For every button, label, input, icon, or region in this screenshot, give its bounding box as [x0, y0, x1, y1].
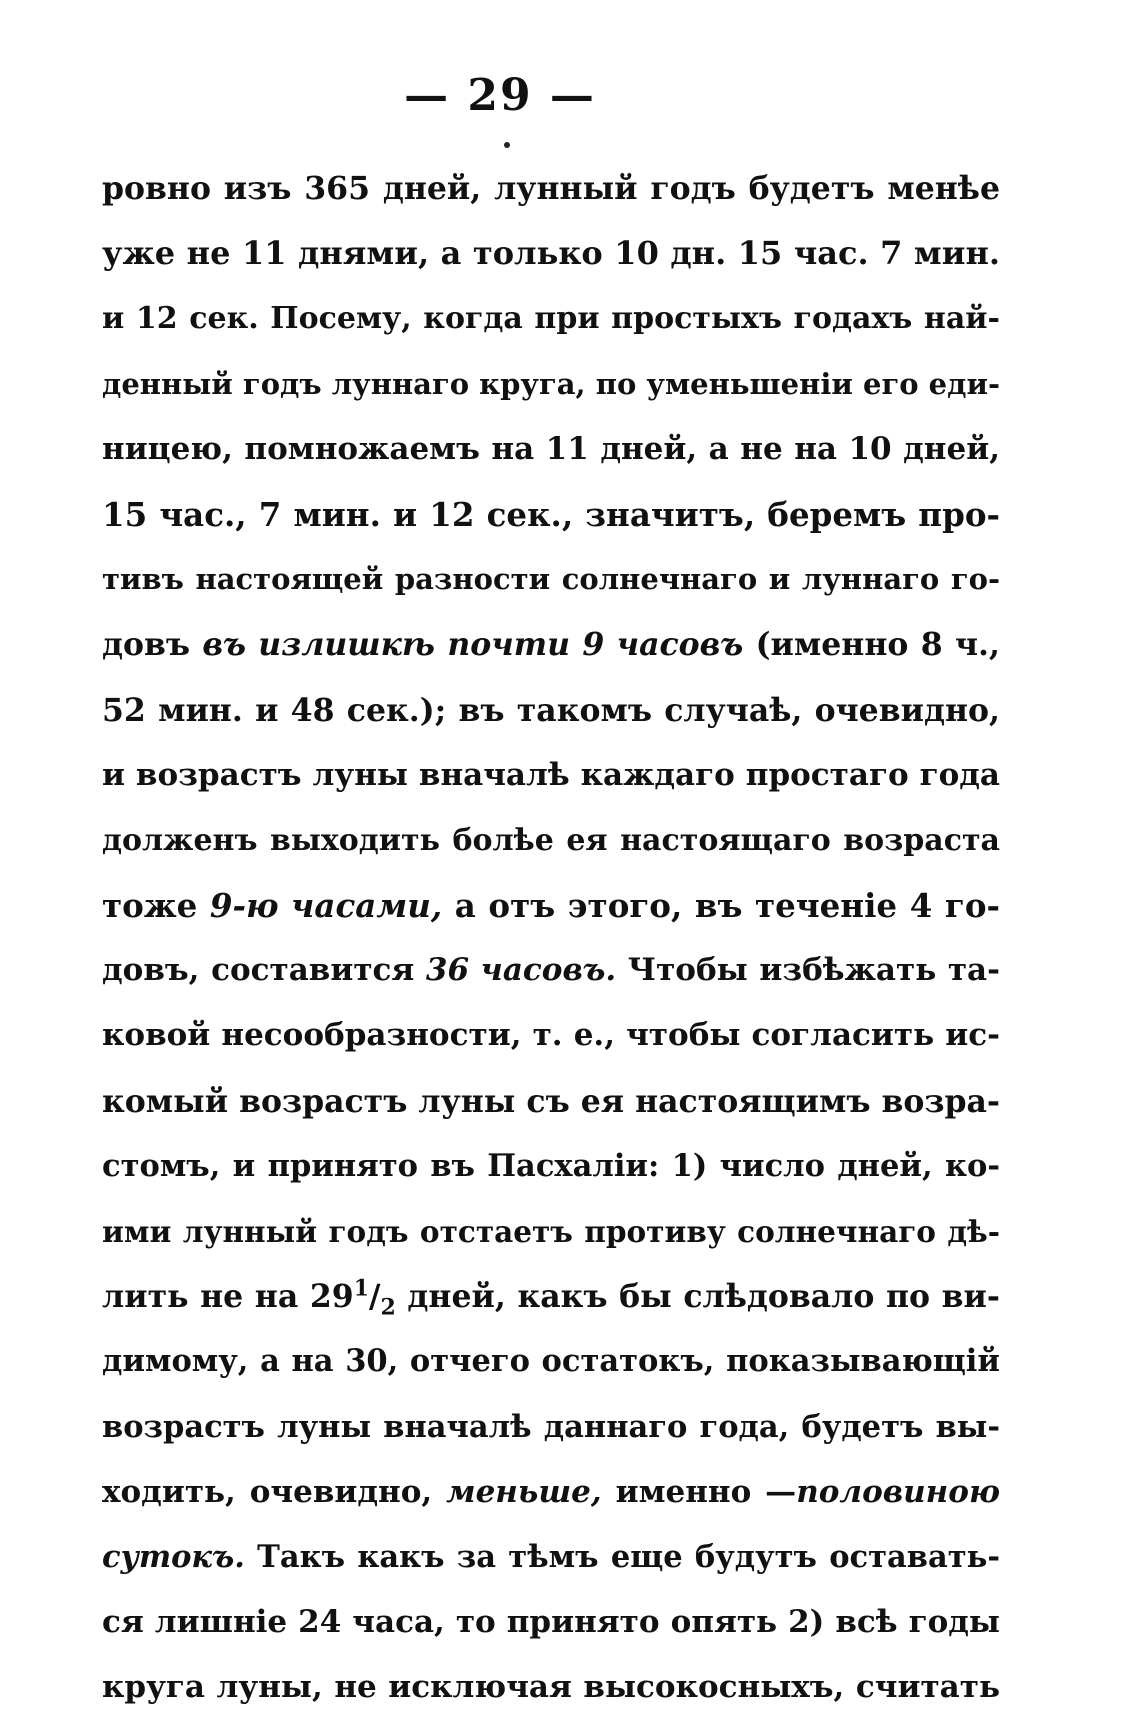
text-line: тивъ настоящей разности солнечнаго и луннаго го-	[102, 562, 1000, 597]
text-line: 52 мин. и 48 сек.); въ такомъ случаѣ, очевидно,	[102, 691, 1000, 729]
text-span: довъ, составится	[102, 952, 426, 989]
text-span: дней, какъ бы слѣдовало по ви-	[395, 1278, 1000, 1316]
text-line	[102, 938, 1000, 1003]
text-span: Чтобы избѣжать та-	[616, 952, 1000, 989]
text-line	[102, 873, 1000, 938]
text-line: круга луны, не исключая высокосныхъ, считать	[102, 1669, 1000, 1706]
text-span: именно —	[601, 1473, 797, 1510]
text-line: ся лишніе 24 часа, то принято опять 2) всѣ годы	[102, 1604, 1000, 1641]
page-number: — 29 —	[404, 70, 596, 121]
fraction-numerator: 1	[353, 1275, 369, 1302]
italic-span: сутокъ.	[102, 1538, 245, 1575]
text-line	[102, 612, 1000, 677]
text-line: долженъ выходить болѣе ея настоящаго возраста	[102, 822, 1000, 858]
ink-dot	[504, 142, 510, 148]
text-line: ими лунный годъ отстаетъ противу солнечнаго дѣ-	[102, 1214, 1000, 1249]
text-span: тоже	[102, 886, 210, 926]
text-line: и возрастъ луны вначалѣ каждаго простаго года	[102, 756, 1000, 793]
text-span: лить не на 29	[102, 1278, 354, 1316]
text-line: ницею, помножаемъ на 11 дней, а не на 10 дней,	[102, 430, 1000, 467]
italic-span: 36 часовъ.	[425, 952, 617, 989]
text-span: а отъ этого, въ теченіе 4 го-	[442, 886, 1000, 926]
text-span: Такъ какъ за тѣмъ еще будутъ оставать-	[244, 1538, 1000, 1575]
text-line	[102, 1460, 1000, 1525]
text-line: стомъ, и принято въ Пасхаліи: 1) число дней, ко-	[102, 1147, 1000, 1184]
text-line: 15 час., 7 мин. и 12 сек., значитъ, беремъ про-	[102, 494, 1000, 534]
body-text	[102, 156, 1000, 1721]
text-line: ровно изъ 365 дней, лунный годъ будетъ менѣе	[102, 170, 1000, 207]
italic-span: половиною	[796, 1473, 1000, 1510]
text-span: довъ	[102, 626, 203, 664]
text-line	[102, 1525, 1000, 1590]
text-span: ходить, очевидно,	[102, 1473, 447, 1510]
italic-span: меньше,	[446, 1473, 602, 1510]
text-line: денный годъ луннаго круга, по уменьшеніи его еди-	[102, 366, 1000, 401]
italic-span: въ излишкѣ почти 9 часовъ	[202, 626, 744, 664]
text-line: комый возрастъ луны съ ея настоящимъ возра-	[102, 1082, 1000, 1120]
text-line: ковой несообразности, т. е., чтобы согласить ис-	[102, 1017, 1000, 1054]
text-line: уже не 11 днями, а только 10 дн. 15 час. 7 мин.	[102, 234, 1000, 273]
text-span: (именно 8 ч.,	[743, 626, 1000, 664]
text-line: и 12 сек. Посему, когда при простыхъ годахъ най-	[102, 301, 1000, 337]
fraction-slash: /	[369, 1278, 381, 1316]
italic-span: 9-ю часами,	[209, 886, 443, 926]
fraction-denominator: 2	[380, 1294, 396, 1321]
text-line: возрастъ луны вначалѣ даннаго года, будетъ вы-	[102, 1408, 1000, 1445]
text-line	[102, 1264, 1000, 1329]
text-line: димому, а на 30, отчего остатокъ, показывающій	[102, 1343, 1000, 1380]
